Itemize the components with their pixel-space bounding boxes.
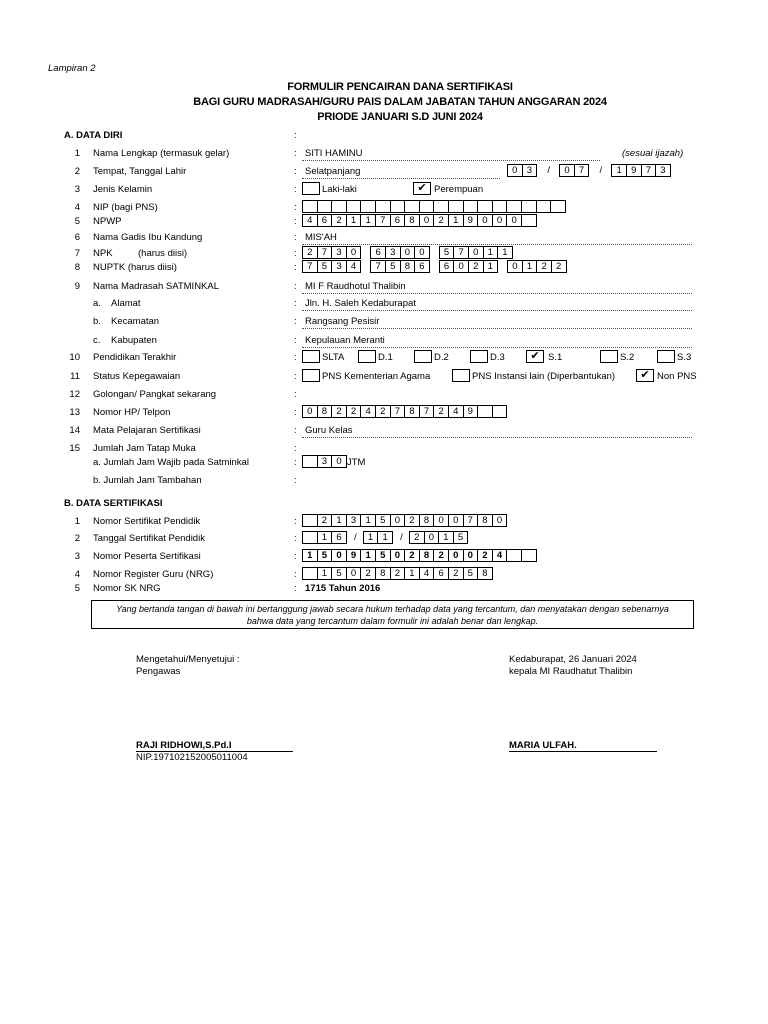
nuptk-boxes[interactable]	[302, 260, 567, 273]
form-subtitle: BAGI GURU MADRASAH/GURU PAIS DALAM JABATAN TAHUN ANGGARAN 2024	[193, 96, 607, 108]
npwp-label: NPWP	[93, 216, 122, 227]
mandatory-hours-boxes[interactable]	[302, 455, 347, 468]
digit-box: 1	[302, 549, 318, 562]
digit-box: 3	[331, 260, 347, 273]
checkbox-s2[interactable]	[600, 350, 618, 363]
row-number: 6	[74, 232, 80, 243]
digit-box: 1	[331, 514, 347, 527]
dotted-line	[302, 160, 600, 161]
colon: :	[294, 166, 297, 177]
full-name-label: Nama Lengkap (termasuk gelar)	[93, 148, 230, 159]
digit-box: 0	[468, 246, 484, 259]
digit-box	[521, 200, 537, 213]
digit-box: 7	[463, 514, 479, 527]
digit-box: 0	[492, 214, 508, 227]
checkbox-s1[interactable]: ✔	[526, 350, 544, 363]
digit-box	[506, 200, 522, 213]
npk-boxes[interactable]	[302, 246, 513, 259]
digit-box: 9	[626, 164, 642, 177]
row-number: 9	[74, 281, 80, 292]
digit-box: 6	[317, 214, 333, 227]
checkbox-d3[interactable]	[470, 350, 488, 363]
approval-label: Mengetahui/Menyetujui :	[136, 654, 240, 665]
digit-box: 2	[536, 260, 552, 273]
d1-label: D.1	[378, 352, 393, 363]
digit-box	[477, 405, 493, 418]
digit-box: 0	[492, 514, 508, 527]
digit-box: 5	[375, 549, 391, 562]
madrasah-value[interactable]: MI F Raudhotul Thalibin	[305, 281, 406, 292]
digit-box: 9	[346, 549, 362, 562]
colon: :	[294, 335, 297, 346]
s3-label: S.3	[677, 352, 692, 363]
employment-status-label: Status Kepegawaian	[93, 371, 181, 382]
digit-box: 2	[302, 246, 318, 259]
digit-box: 0	[331, 455, 347, 468]
dotted-line	[302, 178, 500, 179]
colon: :	[294, 184, 297, 195]
digit-box: 4	[492, 549, 508, 562]
madrasah-label: Nama Madrasah SATMINKAL	[93, 281, 220, 292]
npwp-boxes[interactable]	[302, 214, 537, 227]
additional-hours-label: b. Jumlah Jam Tambahan	[93, 475, 202, 486]
row-number: 10	[69, 352, 80, 363]
digit-box: 0	[507, 164, 523, 177]
colon: :	[294, 148, 297, 159]
digit-box: 9	[463, 214, 479, 227]
colon: :	[294, 583, 297, 594]
digit-box	[477, 200, 493, 213]
checkbox-female[interactable]: ✔	[413, 182, 431, 195]
digit-box: 0	[390, 549, 406, 562]
colon: :	[294, 281, 297, 292]
row-number: 12	[69, 389, 80, 400]
colon: :	[294, 232, 297, 243]
colon: :	[294, 262, 297, 273]
digit-box: 7	[375, 214, 391, 227]
date-separator: /	[547, 165, 550, 176]
subject-label: Mata Pelajaran Sertifikasi	[93, 425, 201, 436]
digit-box: 8	[404, 214, 420, 227]
digit-box	[360, 200, 376, 213]
phone-boxes[interactable]	[302, 405, 507, 418]
participant-number-label: Nomor Peserta Sertifikasi	[93, 551, 201, 562]
digit-box: 6	[370, 246, 386, 259]
date-separator: /	[353, 532, 357, 543]
digit-box: 1	[360, 549, 376, 562]
digit-box	[317, 200, 333, 213]
npk-note: (harus diisi)	[138, 248, 188, 259]
digit-box: 5	[331, 567, 347, 580]
d3-label: D.3	[490, 352, 505, 363]
digit-box	[331, 200, 347, 213]
digit-box: 8	[400, 260, 416, 273]
d2-label: D.2	[434, 352, 449, 363]
gender-label: Jenis Kelamin	[93, 184, 153, 195]
pns-lain-label: PNS Instansi lain (Diperbantukan)	[472, 371, 616, 382]
digit-box: 3	[655, 164, 671, 177]
dotted-line	[302, 328, 692, 329]
digit-box: 0	[419, 214, 435, 227]
nip-boxes[interactable]	[302, 200, 566, 213]
birth-place-value[interactable]: Selatpanjang	[305, 166, 361, 177]
female-label: Perempuan	[434, 184, 484, 195]
digit-box: 0	[463, 549, 479, 562]
digit-box: 0	[400, 246, 416, 259]
digit-box: 1	[317, 567, 333, 580]
digit-box: 0	[414, 246, 430, 259]
s1-label: S.1	[548, 352, 563, 363]
digit-box: 0	[448, 549, 464, 562]
sk-nrg-label: Nomor SK NRG	[93, 583, 161, 594]
colon: :	[294, 475, 297, 486]
section-b-heading: B. DATA SERTIFIKASI	[64, 498, 163, 509]
digit-box: 2	[551, 260, 567, 273]
date-separator: /	[599, 165, 603, 176]
digit-box: 8	[317, 405, 333, 418]
digit-box: 0	[448, 514, 464, 527]
digit-box: 6	[439, 260, 455, 273]
digit-box: 5	[463, 567, 479, 580]
digit-box: 7	[302, 260, 318, 273]
row-number: 2	[74, 166, 80, 177]
digit-box: 4	[302, 214, 318, 227]
checkbox-d2[interactable]	[414, 350, 432, 363]
digit-box: 7	[641, 164, 657, 177]
hours-unit: JTM	[347, 457, 366, 468]
digit-box: 7	[370, 260, 386, 273]
digit-box: 8	[419, 514, 435, 527]
digit-box: 6	[331, 531, 347, 544]
sub-letter: c.	[93, 335, 101, 346]
row-number: 3	[74, 184, 80, 195]
digit-box: 1	[522, 260, 538, 273]
digit-box: 5	[317, 260, 333, 273]
sub-letter: b.	[93, 316, 101, 327]
rank-label: Golongan/ Pangkat sekarang	[93, 389, 217, 400]
digit-box: 2	[331, 214, 347, 227]
colon: :	[294, 130, 297, 141]
supervisor-name: RAJI RIDHOWI,S.Pd.I	[136, 740, 232, 751]
colon: :	[294, 371, 297, 382]
digit-box: 0	[424, 531, 440, 544]
row-number: 2	[74, 533, 80, 544]
colon: :	[294, 352, 297, 363]
address-value[interactable]: Jln. H. Saleh Kedaburapat	[305, 298, 416, 309]
checkbox-pns-kemenag[interactable]	[302, 369, 320, 382]
row-number: 15	[69, 443, 80, 454]
digit-box: 0	[346, 246, 362, 259]
digit-box: 0	[390, 514, 406, 527]
digit-box: 2	[317, 514, 333, 527]
row-number: 14	[69, 425, 80, 436]
education-label: Pendidikan Terakhir	[93, 352, 177, 363]
supervisor-nip: NIP.197102152005011004	[136, 752, 248, 763]
nip-label: NIP (bagi PNS)	[93, 202, 158, 213]
slta-label: SLTA	[322, 352, 345, 363]
digit-box: 0	[331, 549, 347, 562]
row-number: 4	[74, 202, 80, 213]
colon: :	[294, 516, 297, 527]
digit-box: 4	[360, 405, 376, 418]
nuptk-label: NUPTK (harus diisi)	[93, 262, 177, 273]
digit-box: 3	[385, 246, 401, 259]
checkbox-d1[interactable]	[358, 350, 376, 363]
digit-box	[404, 200, 420, 213]
digit-box: 4	[346, 260, 362, 273]
headmaster-title: kepala MI Raudhatut Thalibin	[509, 666, 633, 677]
digit-box: 2	[404, 514, 420, 527]
regency-value[interactable]: Kepulauan Meranti	[305, 335, 385, 346]
digit-box: 6	[414, 260, 430, 273]
digit-box: 0	[477, 214, 493, 227]
digit-box	[302, 455, 318, 468]
male-label: Laki-laki	[322, 184, 357, 195]
row-number: 1	[74, 148, 80, 159]
teaching-hours-label: Jumlah Jam Tatap Muka	[93, 443, 196, 454]
digit-box: 1	[317, 531, 333, 544]
digit-box: 2	[404, 549, 420, 562]
colon: :	[294, 248, 297, 259]
digit-box	[506, 549, 522, 562]
colon: :	[294, 316, 297, 327]
digit-box: 0	[433, 514, 449, 527]
digit-box: 4	[419, 567, 435, 580]
subject-value[interactable]: Guru Kelas	[305, 425, 353, 436]
digit-box	[448, 200, 464, 213]
digit-box: 1	[483, 246, 499, 259]
digit-box: 5	[439, 246, 455, 259]
digit-box	[463, 200, 479, 213]
dotted-line	[302, 293, 692, 294]
district-value[interactable]: Rangsang Pesisir	[305, 316, 380, 327]
digit-box	[419, 200, 435, 213]
digit-box: 8	[375, 567, 391, 580]
row-number: 4	[74, 569, 80, 580]
sub-letter: a.	[93, 298, 101, 309]
digit-box	[375, 200, 391, 213]
digit-box: 1	[377, 531, 393, 544]
row-number: 13	[69, 407, 80, 418]
lampiran-label: Lampiran 2	[48, 63, 96, 74]
digit-box: 0	[559, 164, 575, 177]
digit-box	[390, 200, 406, 213]
digit-box: 8	[404, 405, 420, 418]
full-name-value[interactable]: SITI HAMINU	[305, 148, 363, 159]
digit-box: 3	[317, 455, 333, 468]
nrg-boxes[interactable]	[302, 567, 493, 580]
digit-box: 0	[507, 260, 523, 273]
colon: :	[294, 407, 297, 418]
digit-box	[346, 200, 362, 213]
digit-box: 8	[477, 514, 493, 527]
digit-box: 2	[390, 567, 406, 580]
colon: :	[294, 216, 297, 227]
digit-box	[492, 405, 508, 418]
digit-box: 1	[360, 214, 376, 227]
digit-box: 1	[360, 514, 376, 527]
address-label: Alamat	[111, 298, 141, 309]
mandatory-hours-label: a. Jumlah Jam Wajib pada Satminkal	[93, 457, 249, 468]
colon: :	[294, 533, 297, 544]
full-name-note: (sesuai ijazah)	[622, 148, 684, 159]
sk-nrg-value[interactable]: 1715 Tahun 2016	[305, 583, 381, 594]
digit-box: 6	[433, 567, 449, 580]
checkbox-slta[interactable]	[302, 350, 320, 363]
row-number: 1	[74, 516, 80, 527]
section-a-heading: A. DATA DIRI	[64, 130, 123, 141]
signature-line	[509, 751, 657, 752]
digit-box: 0	[302, 405, 318, 418]
dotted-line	[302, 437, 692, 438]
digit-box: 2	[409, 531, 425, 544]
digit-box: 3	[331, 246, 347, 259]
form-period: PRIODE JANUARI S.D JUNI 2024	[317, 111, 483, 123]
digit-box: 2	[433, 214, 449, 227]
declaration-box	[91, 600, 694, 629]
digit-box: 2	[433, 405, 449, 418]
supervisor-title: Pengawas	[136, 666, 181, 677]
digit-box: 1	[363, 531, 379, 544]
digit-box: 0	[453, 260, 469, 273]
colon: :	[294, 202, 297, 213]
digit-box: 3	[522, 164, 538, 177]
place-date: Kedaburapat, 26 Januari 2024	[509, 654, 637, 665]
digit-box	[302, 200, 318, 213]
digit-box	[521, 549, 537, 562]
colon: :	[294, 298, 297, 309]
digit-box: 2	[346, 405, 362, 418]
digit-box: 0	[506, 214, 522, 227]
certificate-number-label: Nomor Sertifikat Pendidik	[93, 516, 201, 527]
digit-box: 5	[385, 260, 401, 273]
row-number: 7	[74, 248, 80, 259]
birth-label: Tempat, Tanggal Lahir	[93, 166, 187, 177]
digit-box: 5	[375, 514, 391, 527]
digit-box	[302, 514, 318, 527]
digit-box: 2	[477, 549, 493, 562]
phone-label: Nomor HP/ Telpon	[93, 407, 171, 418]
digit-box: 3	[346, 514, 362, 527]
digit-box	[521, 214, 537, 227]
district-label: Kecamatan	[111, 316, 160, 327]
digit-box: 1	[483, 260, 499, 273]
checkbox-male[interactable]	[302, 182, 320, 195]
digit-box: 7	[317, 246, 333, 259]
digit-box	[433, 200, 449, 213]
checkbox-s3[interactable]	[657, 350, 675, 363]
colon: :	[294, 443, 297, 454]
digit-box: 2	[433, 549, 449, 562]
regency-label: Kabupaten	[111, 335, 157, 346]
dotted-line	[302, 310, 692, 311]
nrg-label: Nomor Register Guru (NRG)	[93, 569, 214, 580]
declaration-line-2: bahwa data yang tercantum dalam formulir ini adalah benar dan lengkap.	[246, 616, 539, 626]
form-title: FORMULIR PENCAIRAN DANA SERTIFIKASI	[287, 81, 513, 93]
digit-box: 1	[346, 214, 362, 227]
digit-box: 2	[360, 567, 376, 580]
colon: :	[294, 425, 297, 436]
digit-box: 2	[331, 405, 347, 418]
row-number: 5	[74, 583, 80, 594]
digit-box: 7	[419, 405, 435, 418]
digit-box	[550, 200, 566, 213]
colon: :	[294, 551, 297, 562]
digit-box: 2	[448, 567, 464, 580]
digit-box	[302, 567, 318, 580]
digit-box	[492, 200, 508, 213]
participant-number-boxes[interactable]	[302, 549, 537, 562]
digit-box: 1	[611, 164, 627, 177]
mother-name-value[interactable]: MIS'AH	[305, 232, 337, 243]
non-pns-label: Non PNS	[657, 371, 697, 382]
birth-date-boxes[interactable]	[507, 164, 671, 177]
checkbox-non-pns[interactable]: ✔	[636, 369, 654, 382]
digit-box: 7	[453, 246, 469, 259]
dotted-line	[302, 244, 692, 245]
row-number: 5	[74, 216, 80, 227]
digit-box: 1	[448, 214, 464, 227]
certificate-date-boxes[interactable]	[302, 531, 468, 544]
digit-box: 2	[375, 405, 391, 418]
colon: :	[294, 389, 297, 400]
digit-box: 1	[438, 531, 454, 544]
digit-box: 5	[453, 531, 469, 544]
checkbox-pns-lain[interactable]	[452, 369, 470, 382]
digit-box: 4	[448, 405, 464, 418]
colon: :	[294, 457, 297, 468]
row-number: 11	[70, 371, 80, 382]
mother-name-label: Nama Gadis Ibu Kandung	[93, 232, 203, 243]
digit-box: 1	[404, 567, 420, 580]
digit-box	[302, 531, 318, 544]
digit-box: 7	[574, 164, 590, 177]
digit-box: 2	[468, 260, 484, 273]
pns-kemenag-label: PNS Kementerian Agama	[322, 371, 431, 382]
digit-box: 5	[317, 549, 333, 562]
s2-label: S.2	[620, 352, 635, 363]
digit-box: 1	[497, 246, 513, 259]
digit-box: 6	[390, 214, 406, 227]
digit-box	[536, 200, 552, 213]
certificate-date-label: Tanggal Sertifikat Pendidik	[93, 533, 205, 544]
row-number: 8	[74, 262, 80, 273]
digit-box: 9	[463, 405, 479, 418]
colon: :	[294, 569, 297, 580]
npk-label: NPK	[93, 248, 113, 259]
row-number: 3	[74, 551, 80, 562]
digit-box: 0	[346, 567, 362, 580]
declaration-line-1: Yang bertanda tangan di bawah ini bertanggung jawab secara hukum terhadap data yang tercantum, dan menyatakan dengan sebenarnya	[116, 604, 669, 614]
digit-box: 8	[477, 567, 493, 580]
digit-box: 7	[390, 405, 406, 418]
dotted-line	[302, 347, 692, 348]
date-separator: /	[400, 532, 403, 543]
headmaster-name: MARIA ULFAH.	[509, 740, 577, 751]
digit-box: 8	[419, 549, 435, 562]
certificate-number-boxes[interactable]	[302, 514, 507, 527]
